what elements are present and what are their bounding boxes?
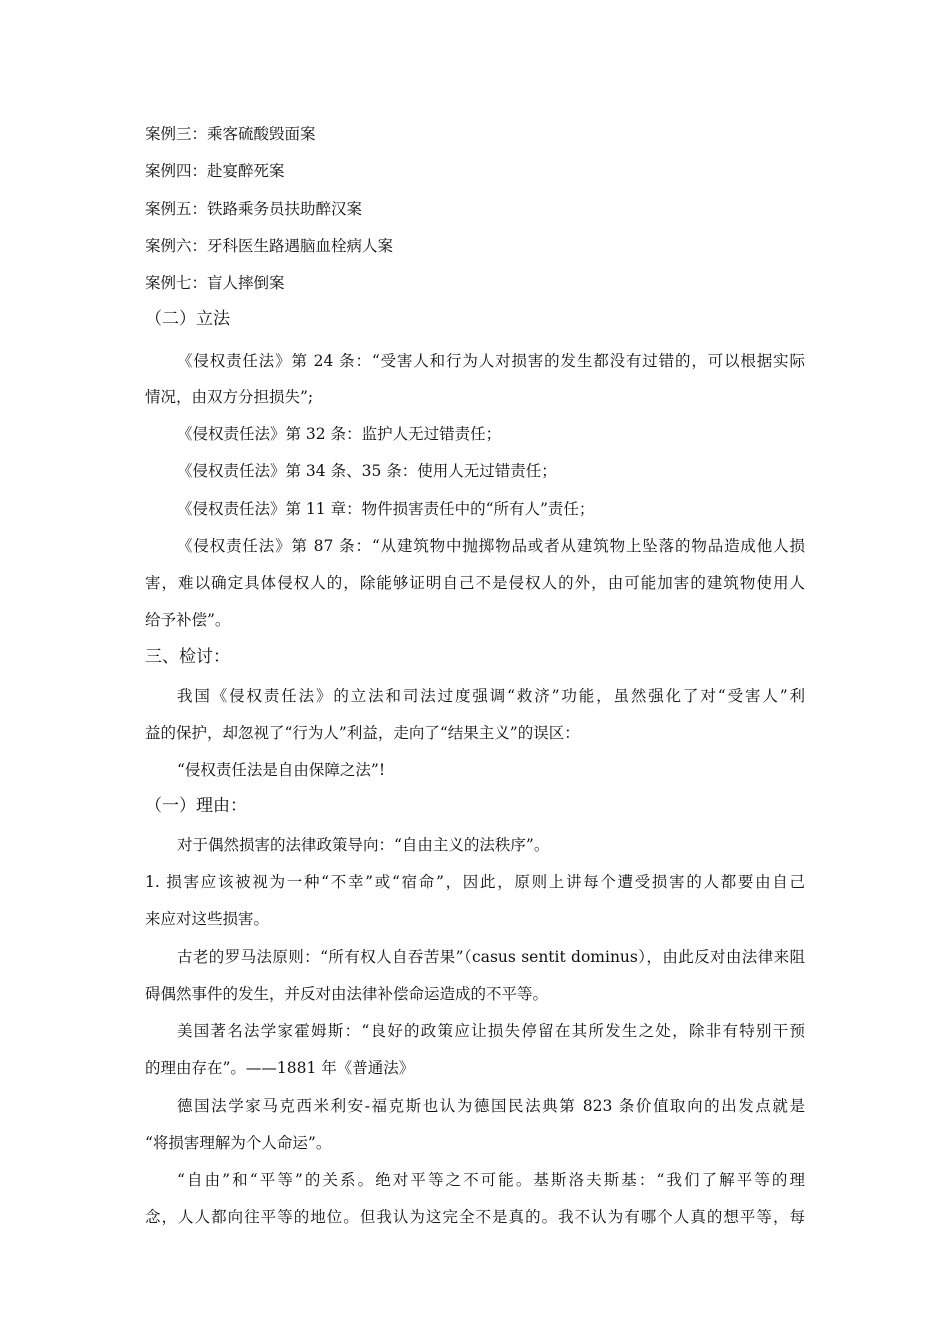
chapter-11: 《侵权责任法》第 11 章：物件损害责任中的“所有人”责任；: [177, 500, 595, 518]
reason-1-line2: 来应对这些损害。: [145, 910, 270, 928]
holmes-line2: 的理由存在”。——1881 年《普通法》: [145, 1059, 415, 1077]
article-87-line3: 给予补偿”。: [145, 611, 231, 629]
german-law-line2: “将损害理解为个人命运”。: [145, 1134, 332, 1152]
reasons-intro: 对于偶然损害的法律政策导向：“自由主义的法秩序”。: [177, 836, 550, 854]
legislation-heading: （二）立法: [145, 309, 230, 329]
case-seven: 案例七：盲人摔倒案: [145, 274, 285, 292]
case-four: 案例四：赴宴醉死案: [145, 162, 285, 180]
case-five: 案例五：铁路乘务员扶助醉汉案: [145, 200, 363, 218]
review-paragraph-line2: 益的保护，却忽视了“行为人”利益，走向了“结果主义”的误区：: [145, 724, 580, 742]
article-34-35: 《侵权责任法》第 34 条、35 条：使用人无过错责任；: [177, 462, 557, 480]
reason-1-line1: 1. 损害应该被视为一种“不幸”或“宿命”，因此，原则上讲每个遭受损害的人都要由自己: [145, 873, 805, 891]
review-heading: 三、检讨：: [145, 647, 230, 667]
article-87-line1: 《侵权责任法》第 87 条：“从建筑物中抛掷物品或者从建筑物上坠落的物品造成他人损: [177, 537, 805, 555]
article-24-line1: 《侵权责任法》第 24 条：“受害人和行为人对损害的发生都没有过错的，可以根据实际: [177, 352, 805, 370]
article-32: 《侵权责任法》第 32 条：监护人无过错责任；: [177, 425, 502, 443]
equality-line2: 念，人人都向往平等的地位。但我认为这完全不是真的。我不认为有哪个人真的想平等，每: [145, 1208, 805, 1226]
review-quote: “侵权责任法是自由保障之法”!: [177, 761, 386, 779]
roman-law-line1: 古老的罗马法原则：“所有权人自吞苦果”（casus sentit dominus），由此反对由法律来阻: [177, 948, 805, 966]
reasons-heading: （一）理由：: [145, 796, 247, 816]
article-87-line2: 害，难以确定具体侵权人的，除能够证明自己不是侵权人的外，由可能加害的建筑物使用人: [145, 574, 805, 592]
roman-law-line2: 碍偶然事件的发生，并反对由法律补偿命运造成的不平等。: [145, 985, 549, 1003]
case-six: 案例六：牙科医生路遇脑血栓病人案: [145, 237, 394, 255]
article-24-line2: 情况，由双方分担损失”;: [145, 388, 314, 406]
german-law-line1: 德国法学家马克西米利安-福克斯也认为德国民法典第 823 条价值取向的出发点就是: [177, 1097, 805, 1115]
holmes-line1: 美国著名法学家霍姆斯：“良好的政策应让损失停留在其所发生之处，除非有特别干预: [177, 1022, 805, 1040]
case-three: 案例三：乘客硫酸毁面案: [145, 125, 316, 143]
review-paragraph-line1: 我国《侵权责任法》的立法和司法过度强调“救济”功能，虽然强化了对“受害人”利: [177, 687, 805, 705]
equality-line1: “自由”和“平等”的关系。绝对平等之不可能。基斯洛夫斯基：“我们了解平等的理: [177, 1171, 805, 1189]
